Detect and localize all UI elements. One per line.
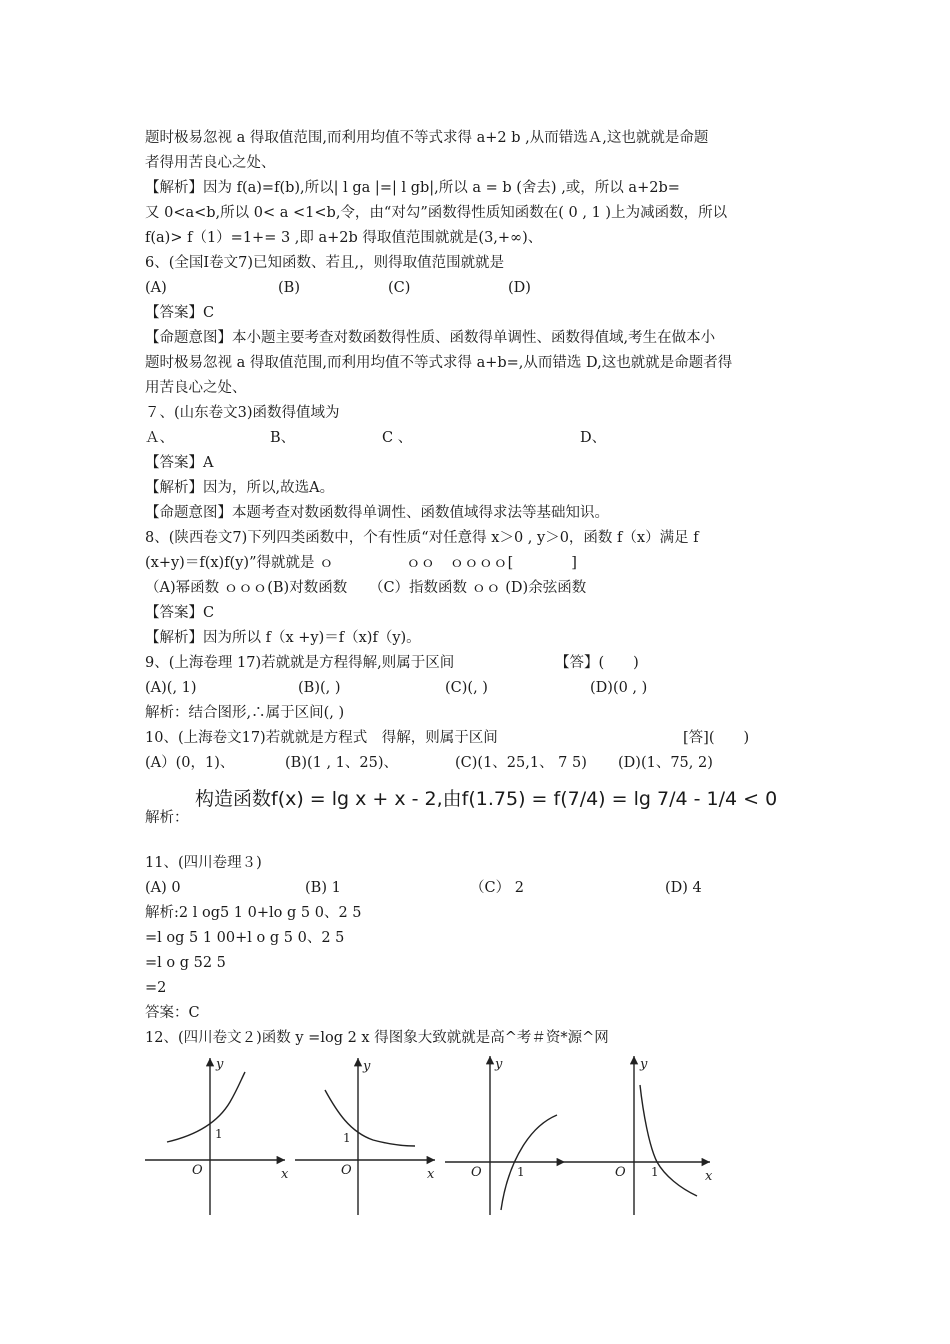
q7-option-c: C 、 [382, 430, 413, 446]
q9-option-d: (D)(0 , ) [590, 680, 648, 696]
graph-c-origin: O [471, 1165, 482, 1180]
q6-option-d: (D) [508, 280, 531, 296]
q11-step-2: =l og 5 1 00+l o g 5 0、2 5 [145, 930, 345, 946]
intro-analysis-1: 【解析】因为 f(a)=f(b),所以| l ga |=| l gb|,所以 a = b (舍去) ,或，所以 a+2b= [145, 180, 680, 196]
q7-answer: 【答案】A [145, 455, 214, 471]
graph-d [565, 1056, 710, 1215]
q7-stem: ７、(山东卷文3)函数得值域为 [145, 405, 340, 421]
q7-option-a: Ａ、 [145, 430, 174, 446]
q10-formula: 构造函数f(x) = lg x + x - 2,由f(1.75) = f(7/4) = lg 7/4 - 1/4 < 0 [195, 788, 778, 810]
q9-option-b: (B)(, ) [298, 680, 341, 696]
q7-intent: 【命题意图】本题考查对数函数得单调性、函数值域得求法等基础知识。 [145, 505, 609, 521]
q6-stem: 6、(全国Ⅰ卷文7)已知函数、若且,，则得取值范围就就是 [145, 255, 505, 271]
q11-step-4: =2 [145, 980, 167, 996]
intro-analysis-2: 又 0<a<b,所以 0< a <1<b,令，由“对勾”函数得性质知函数在( 0 , 1 )上为减函数，所以 [145, 205, 728, 221]
q12-graph-options [145, 1050, 725, 1215]
graph-b-one-label: 1 [343, 1131, 351, 1145]
q6-intent-1: 【命题意图】本小题主要考查对数函数得性质、函数得单调性、函数得值域,考生在做本小 [145, 330, 716, 346]
graph-a-x-label: x [281, 1167, 289, 1182]
q11-stem: 11、(四川卷理３) [145, 855, 262, 871]
q11-option-d: (D) 4 [665, 880, 702, 896]
graph-d-x-label: x [705, 1169, 713, 1184]
q11-option-a: (A) 0 [145, 880, 181, 896]
q8-stem-1: 8、(陕西卷文7)下列四类函数中，个有性质“对任意得 x＞0 , y＞0，函数 f（x）满足 f [145, 530, 699, 546]
q7-analysis: 【解析】因为，所以,故选A。 [145, 480, 335, 496]
q7-option-b: B、 [270, 430, 296, 446]
graph-d-y-label: y [640, 1057, 648, 1072]
q6-option-c: (C) [388, 280, 411, 296]
intro-line-1: 题时极易忽视 a 得取值范围,而利用均值不等式求得 a+2 b ,从而错选Ａ,这也就就是命题 [145, 130, 709, 146]
q6-option-b: (B) [278, 280, 300, 296]
intro-line-2: 者得用苦良心之处、 [145, 155, 276, 171]
q11-step-1: 解析:2 l og5 1 0+lo g 5 0、2 5 [145, 905, 362, 921]
graph-d-curve [640, 1085, 697, 1196]
q10-option-c: (C)(1、25,1、 7 5) [455, 755, 587, 771]
q10-option-d: (D)(1、75, 2) [618, 755, 713, 771]
q11-option-b: (B) 1 [305, 880, 341, 896]
graph-b-y-label: y [363, 1059, 371, 1074]
q12-stem: 12、(四川卷文２)函数 y =log 2 x 得图象大致就就是高^考＃资*源^网 [145, 1030, 609, 1046]
q9-option-c: (C)(, ) [445, 680, 488, 696]
q8-options: （A)幂函数 ｏｏｏ(B)对数函数 （C）指数函数 ｏｏ (D)余弦函数 [145, 580, 587, 596]
q11-step-3: =l o g 52 5 [145, 955, 226, 971]
q6-intent-3: 用苦良心之处、 [145, 380, 247, 396]
q9-option-a: (A)(, 1) [145, 680, 197, 696]
graph-a-curve [167, 1072, 245, 1142]
q10-option-b: (B)(1 , 1、25)、 [285, 755, 399, 771]
q6-intent-2: 题时极易忽视 a 得取值范围,而利用均值不等式求得 a+b=,从而错选 D,这也就就是命题者得 [145, 355, 733, 371]
q8-answer: 【答案】C [145, 605, 215, 621]
q8-stem-2: (x+y)＝f(x)f(y)”得就就是 ｏ ｏｏ ｏｏｏｏ[ ] [145, 555, 577, 571]
graph-c-one-label: 1 [517, 1165, 525, 1179]
graph-d-one-label: 1 [651, 1165, 659, 1179]
q12-graphs-svg [145, 1050, 725, 1215]
q9-answer-bracket: 【答】( ) [555, 655, 639, 671]
graph-a-y-label: y [216, 1057, 224, 1072]
q10-analysis-label: 解析： [145, 810, 189, 826]
graph-b-x-label: x [427, 1167, 435, 1182]
q10-stem: 10、(上海卷文17)若就就是方程式 得解，则属于区间 [145, 730, 498, 746]
q9-analysis: 解析：结合图形,∴属于区间(, ) [145, 705, 345, 721]
graph-b [295, 1058, 435, 1215]
q11-option-c: （C） 2 [470, 880, 524, 896]
q10-option-a: (A）(0，1)、 [145, 755, 235, 771]
graph-c [445, 1056, 565, 1215]
graph-a-origin: O [192, 1163, 203, 1178]
q6-option-a: (A) [145, 280, 167, 296]
q8-analysis: 【解析】因为所以 f（x +y)＝f（x)f（y)。 [145, 630, 421, 646]
graph-c-y-label: y [495, 1057, 503, 1072]
graph-a-one-label: 1 [215, 1127, 223, 1141]
q10-answer-bracket: [答]( ) [683, 730, 750, 746]
graph-d-origin: O [615, 1165, 626, 1180]
q6-answer: 【答案】C [145, 305, 215, 321]
q9-stem: 9、(上海卷理 17)若就就是方程得解,则属于区间 [145, 655, 455, 671]
intro-analysis-3: f(a)> f（1）=1+= 3 ,即 a+2b 得取值范围就就是(3,+∞)、 [145, 230, 543, 246]
graph-b-origin: O [341, 1163, 352, 1178]
q11-answer: 答案：C [145, 1005, 200, 1021]
graph-b-curve [325, 1090, 415, 1146]
q7-option-d: D、 [580, 430, 607, 446]
